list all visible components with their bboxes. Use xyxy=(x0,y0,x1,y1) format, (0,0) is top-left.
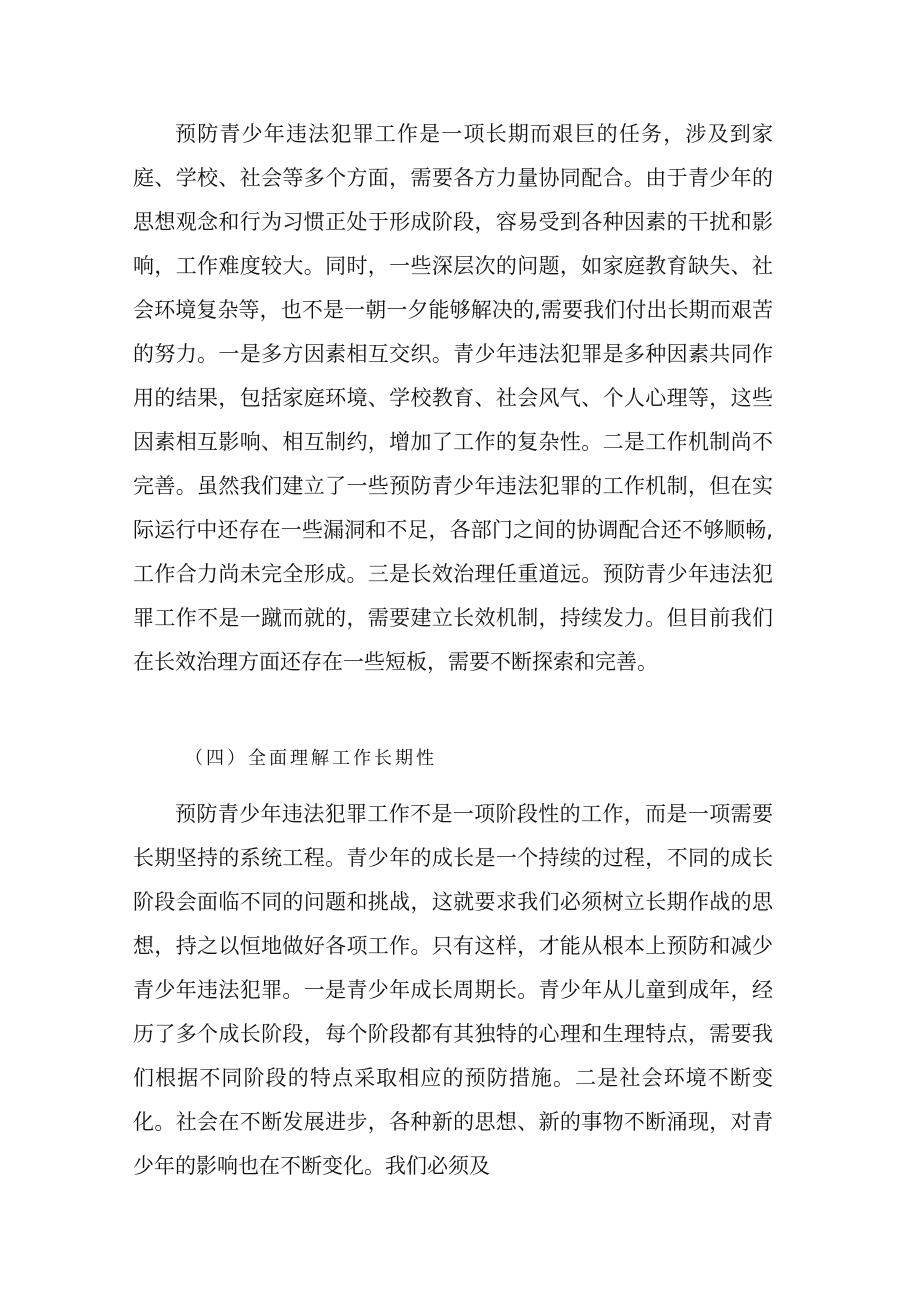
section-heading: （四）全面理解工作长期性 xyxy=(185,748,437,769)
body-paragraph-1: 预防青少年违法犯罪工作是一项长期而艰巨的任务，涉及到家庭、学校、社会等多个方面，需要各方力量协同配合。由于青少年的思想观念和行为习惯正处于形成阶段，容易受到各种因素的干扰和影响，工作难度较大。同时，一些深层次的问题，如家庭教育缺失、社会环境复杂等，也不是一朝一夕能够解决的,需要我们付出长期而艰苦的努力。一是多方因素相互交织。青少年违法犯罪是多种因素共同作用的结果，包括家庭环境、学校教育、社会风气、个人心理等，这些因素相互影响、相互制约，增加了工作的复杂性。二是工作机制尚不完善。虽然我们建立了一些预防青少年违法犯罪的工作机制，但在实际运行中还存在一些漏洞和不足，各部门之间的协调配合还不够顺畅,工作合力尚未完全形成。三是长效治理任重道远。预防青少年违法犯罪工作不是一蹴而就的，需要建立长效机制，持续发力。但目前我们在长效治理方面还存在一些短板，需要不断探索和完善。 xyxy=(133,122,773,674)
body-paragraph-2: 预防青少年违法犯罪工作不是一项阶段性的工作，而是一项需要长期坚持的系统工程。青少年的成长是一个持续的过程，不同的成长阶段会面临不同的问题和挑战，这就要求我们必须树立长期作战的思想，持之以恒地做好各项工作。只有这样，才能从根本上预防和减少青少年违法犯罪。一是青少年成长周期长。青少年从儿童到成年，经历了多个成长阶段，每个阶段都有其独特的心理和生理特点，需要我们根据不同阶段的特点采取相应的预防措施。二是社会环境不断变化。社会在不断发展进步，各种新的思想、新的事物不断涌现，对青少年的影响也在不断变化。我们必须及 xyxy=(133,802,773,1178)
